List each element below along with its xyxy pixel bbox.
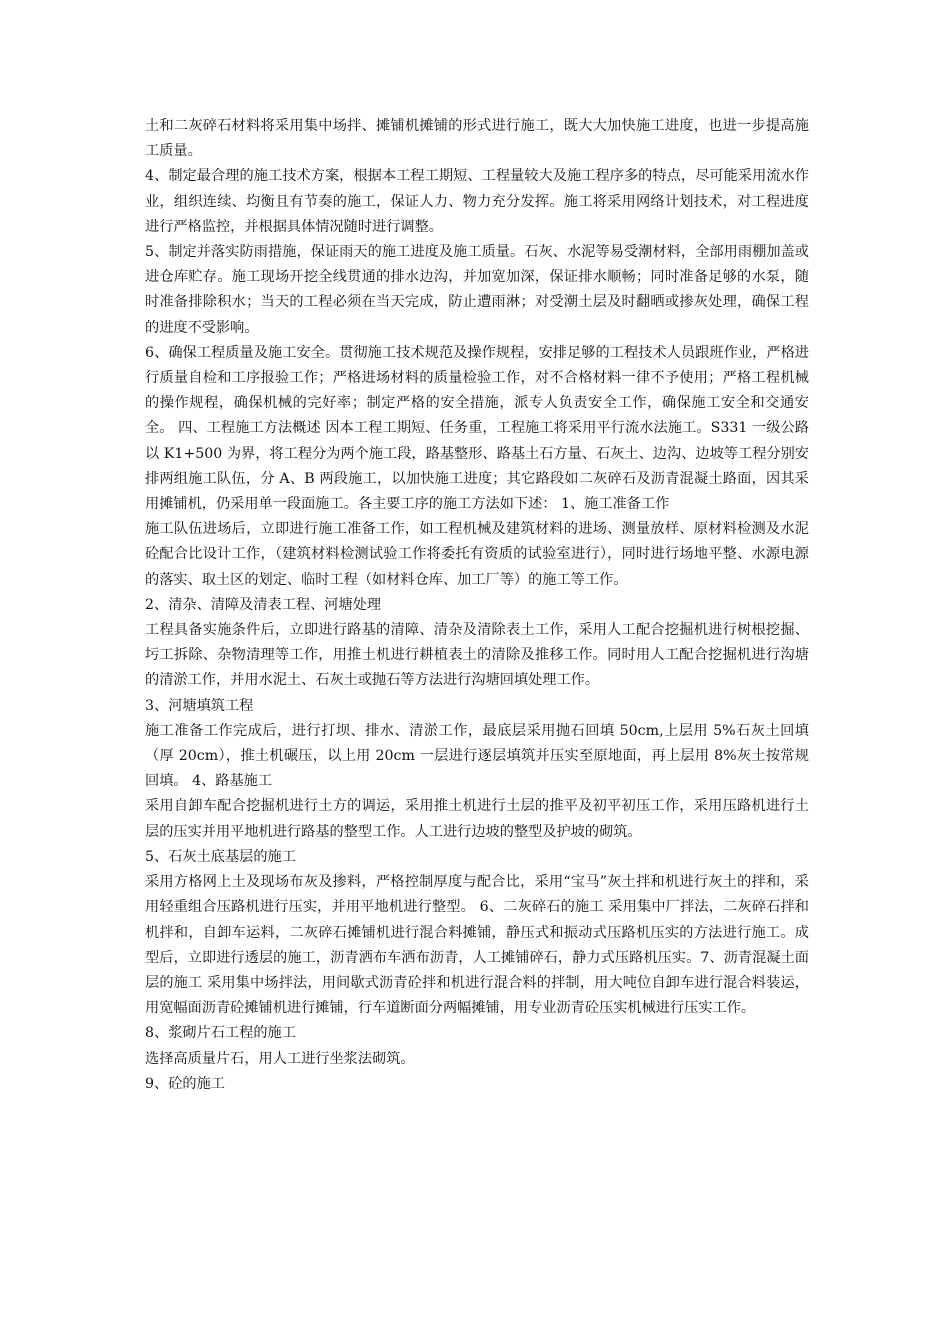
paragraph: 工程具备实施条件后，立即进行路基的清障、清杂及清除表土工作，采用人工配合挖掘机进行树根挖掘、圬工拆除、杂物清理等工作，用推土机进行耕植表土的清除及推移工作。同时用人工配合挖掘机进行沟塘的清淤工作，并用水泥土、石灰土或抛石等方法进行沟塘回填处理工作。 [145, 622, 809, 689]
paragraph: 土和二灰碎石材料将采用集中场拌、摊铺机摊铺的形式进行施工，既大大加快施工进度，也进一步提高施工质量。 [145, 118, 809, 160]
document-body [145, 114, 809, 1097]
section-heading: 5、石灰土底基层的施工 [145, 848, 296, 865]
paragraph: 6、确保工程质量及施工安全。贯彻施工技术规范及操作规程，安排足够的工程技术人员跟班作业，严格进行质量自检和工序报验工作；严格进场材料的质量检验工作，对不合格材料一律不予使用；严格工程机械的操作规程，确保机械的完好率；制定严格的安全措施，派专人负责安全工作，确保施工安全和交通安全。 四、工程施工方法概述 因本工程工期短、任务重，工程施工将采用平行流水法施工。S331 一级公路以 K1+500 为界，将工程分为两个施工段，路基整形、路基土石方量、石灰土、边沟、边坡等工程分别安排两组施工队伍，分 A、B 两段施工，以加快施工进度；其它路段如二灰碎石及沥青混凝土路面，因其采用摊铺机，仍采用单一段面施工。各主要工序的施工方法如下述： 1、施工准备工作 [145, 344, 809, 513]
paragraph: 采用方格网上土及现场布灰及掺料，严格控制厚度与配合比，采用“宝马”灰土拌和机进行灰土的拌和，采用轻重组合压路机进行压实，并用平地机进行整型。 6、二灰碎石的施工 采用集中厂拌法，二灰碎石拌和机拌和，自卸车运料，二灰碎石摊铺机进行混合料摊铺，静压式和振动式压路机压实的方法进行施工。成型后，立即进行透层的施工，沥青洒布车洒布沥青，人工摊铺碎石，静力式压路机压实。7、沥青混凝土面层的施工 采用集中场拌法，用间歇式沥青砼拌和机进行混合料的拌制，用大吨位自卸车进行混合料装运，用宽幅面沥青砼摊铺机进行摊铺，行车道断面分两幅摊铺，用专业沥青砼压实机械进行压实工作。 [145, 874, 809, 1017]
paragraph: 4、制定最合理的施工技术方案，根据本工程工期短、工程量较大及施工程序多的特点，尽可能采用流水作业，组织连续、均衡且有节奏的施工，保证人力、物力充分发挥。施工将采用网络计划技术，对工程进度进行严格监控，并根据具体情况随时进行调整。 [145, 168, 809, 235]
paragraph: 施工准备工作完成后，进行打坝、排水、清淤工作，最底层采用抛石回填 50cm,上层用 5%石灰土回填（厚 20cm），推土机碾压，以上用 20cm 一层进行逐层填筑并压实至原地面，再上层用 8%灰土按常规回填。 4、路基施工 [145, 722, 809, 790]
paragraph: 选择高质量片石，用人工进行坐浆法砌筑。 [145, 1050, 415, 1067]
section-heading: 2、清杂、清障及清表工程、河塘处理 [145, 596, 382, 613]
section-heading: 9、砼的施工 [145, 1075, 225, 1092]
section-heading: 8、浆砌片石工程的施工 [145, 1025, 296, 1042]
paragraph: 5、制定并落实防雨措施，保证雨天的施工进度及施工质量。石灰、水泥等易受潮材料，全部用雨棚加盖或进仓库贮存。施工现场开挖全线贯通的排水边沟，并加宽加深，保证排水顺畅；同时准备足够的水泵，随时准备排除积水；当天的工程必须在当天完成，防止遭雨淋；对受潮土层及时翻晒或掺灰处理，确保工程的进度不受影响。 [145, 244, 809, 336]
paragraph: 施工队伍进场后，立即进行施工准备工作，如工程机械及建筑材料的进场、测量放样、原材料检测及水泥砼配合比设计工作，（建筑材料检测试验工作将委托有资质的试验室进行），同时进行场地平整、水源电源的落实、取土区的划定、临时工程（如材料仓库、加工厂等）的施工等工作。 [145, 521, 809, 588]
paragraph: 采用自卸车配合挖掘机进行土方的调运，采用推土机进行土层的推平及初平初压工作，采用压路机进行土层的压实并用平地机进行路基的整型工作。人工进行边坡的整型及护坡的砌筑。 [145, 798, 809, 840]
section-heading: 3、河塘填筑工程 [145, 697, 254, 714]
